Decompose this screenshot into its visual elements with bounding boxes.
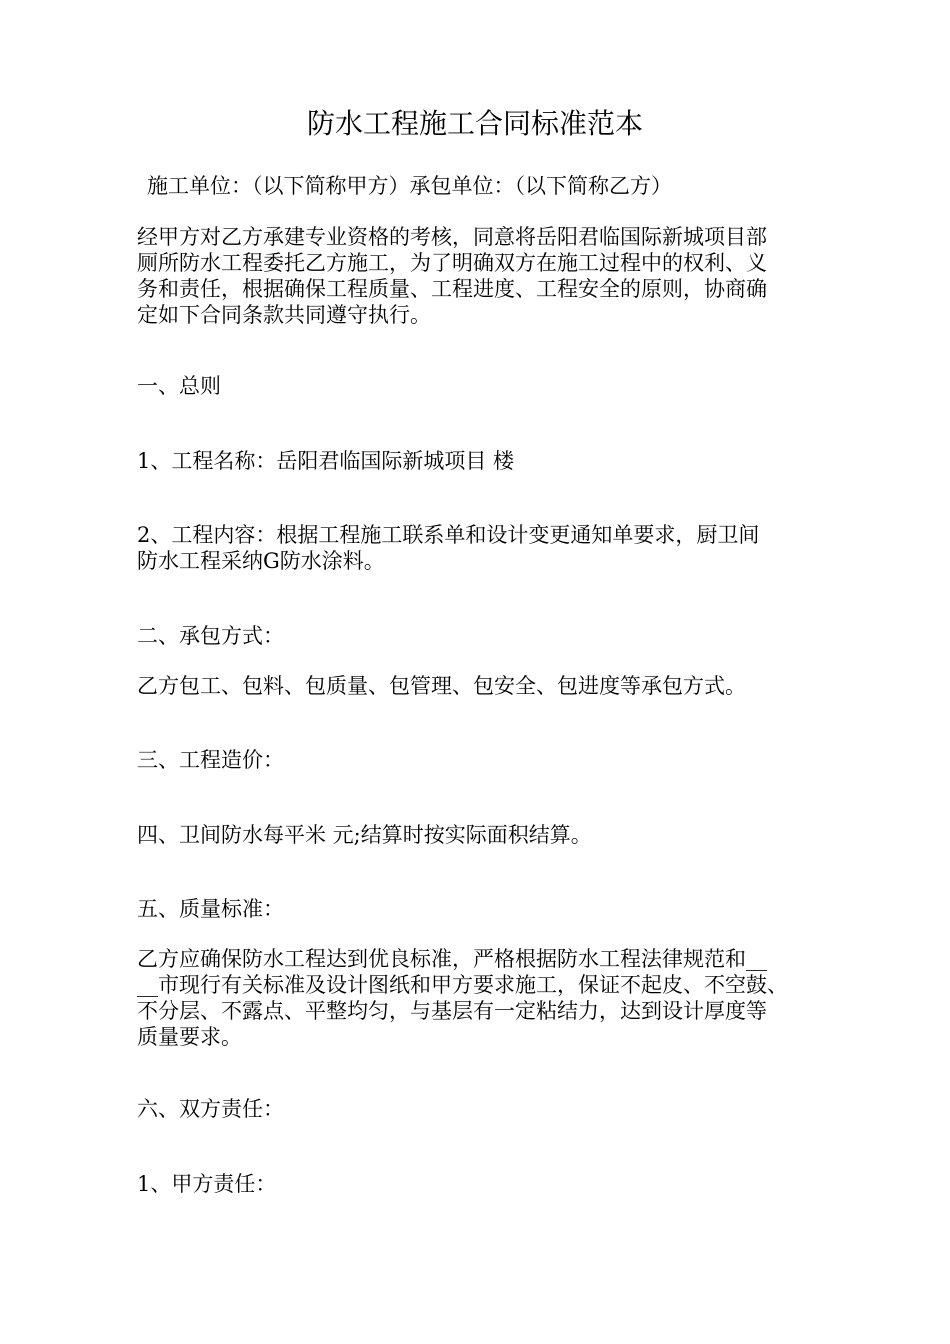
- intro-line: 厕所防水工程委托乙方施工，为了明确双方在施工过程中的权利、义: [137, 251, 767, 275]
- content-line: 防水工程采纳G防水涂料。: [137, 549, 385, 573]
- item-party-a-heading: 1、甲方责任：: [137, 1172, 277, 1196]
- section-cost-heading: 三、工程造价：: [137, 748, 284, 772]
- parties-line: 施工单位：（以下简称甲方）承包单位：（以下简称乙方）: [147, 174, 672, 198]
- quality-paragraph: [137, 946, 827, 1050]
- intro-line: 定如下合同条款共同遵守执行。: [137, 303, 431, 327]
- section-contract-mode-heading: 二、承包方式：: [137, 624, 284, 648]
- content-line: 2、工程内容：根据工程施工联系单和设计变更通知单要求，厨卫间: [137, 523, 760, 547]
- quality-line: 不分层、不露点、平整均匀，与基层有一定粘结力，达到设计厚度等: [137, 999, 767, 1023]
- item-project-content: [137, 522, 827, 574]
- intro-line: 务和责任，根据确保工程质量、工程进度、工程安全的原则，协商确: [137, 277, 767, 301]
- section-general-heading: 一、总则: [137, 374, 221, 398]
- intro-paragraph: [137, 224, 827, 328]
- contract-mode-text: 乙方包工、包料、包质量、包管理、包安全、包进度等承包方式。: [137, 674, 746, 698]
- intro-line: 经甲方对乙方承建专业资格的考核，同意将岳阳君临国际新城项目部: [137, 225, 767, 249]
- quality-line: 质量要求。: [137, 1025, 242, 1049]
- section-price-text: 四、卫间防水每平米 元;结算时按实际面积结算。: [137, 823, 592, 847]
- quality-line: 乙方应确保防水工程达到优良标准，严格根据防水工程法律规范和__: [137, 947, 767, 971]
- section-quality-heading: 五、质量标准：: [137, 897, 284, 921]
- item-project-name: 1、工程名称：岳阳君临国际新城项目 楼: [137, 449, 515, 473]
- document-title: 防水工程施工合同标准范本: [306, 107, 643, 140]
- quality-line: __市现行有关标准及设计图纸和甲方要求施工，保证不起皮、不空鼓、: [137, 973, 788, 997]
- section-responsibility-heading: 六、双方责任：: [137, 1097, 284, 1121]
